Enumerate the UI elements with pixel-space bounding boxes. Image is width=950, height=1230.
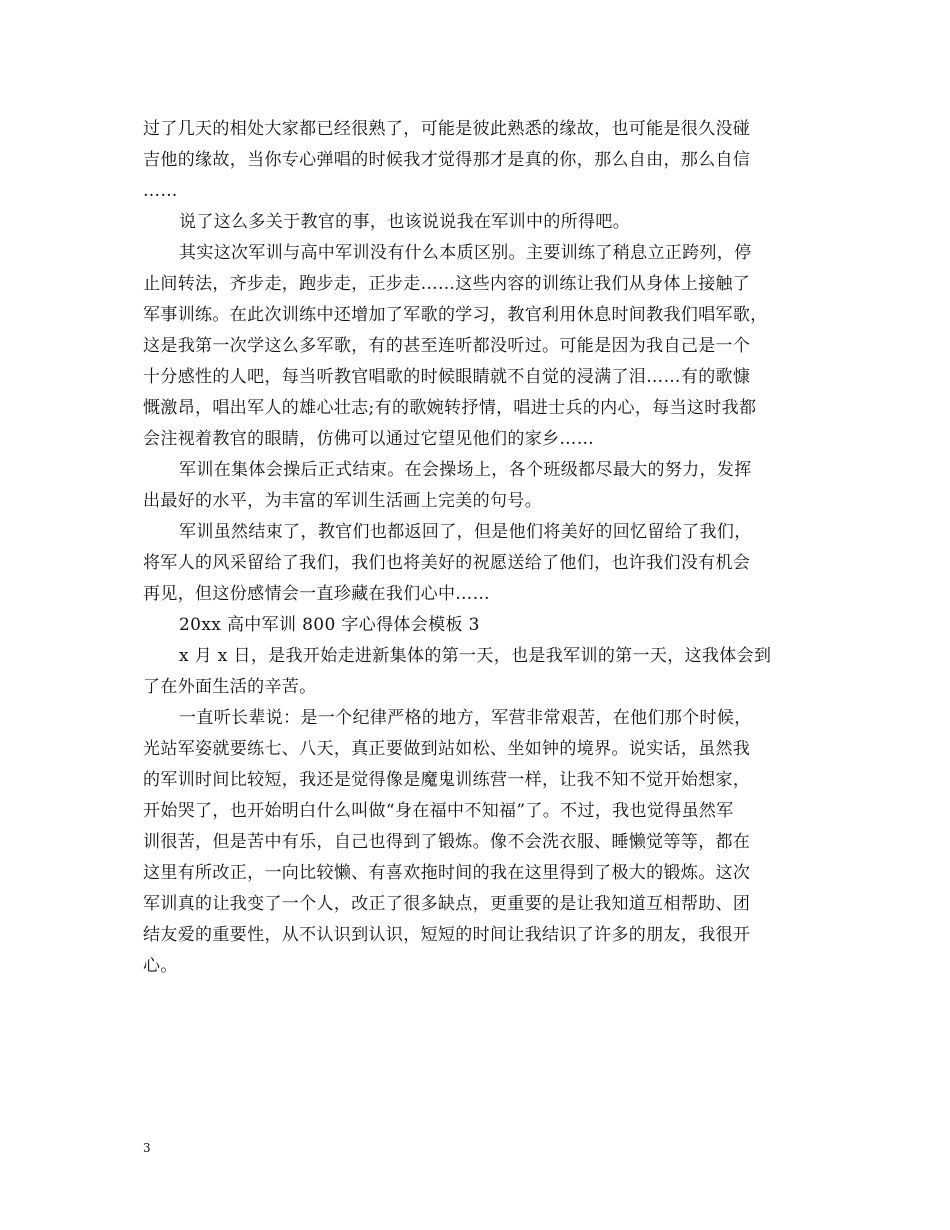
text-line: 光站军姿就要练七、八天，真正要做到站如松、坐如钟的境界。说实话，虽然我 (143, 739, 751, 759)
text-line: 止间转法，齐步走，跑步走，正步走……这些内容的训练让我们从身体上接触了 (143, 274, 751, 294)
text-line: 出最好的水平，为丰富的军训生活画上完美的句号。 (143, 491, 543, 511)
text-line: 军训虽然结束了，教官们也都返回了，但是他们将美好的回忆留给了我们， (179, 522, 752, 542)
text-line: …… (143, 181, 178, 201)
text-line: 十分感性的人吧，每当听教官唱歌的时候眼睛就不自觉的浸满了泪……有的歌慷 (143, 367, 751, 387)
text-line: 将军人的风采留给了我们，我们也将美好的祝愿送给了他们，也许我们没有机会 (143, 553, 751, 573)
text-line: 过了几天的相处大家都已经很熟了，可能是彼此熟悉的缘故，也可能是很久没碰 (143, 119, 751, 139)
text-line: x 月 x 日，是我开始走进新集体的第一天，也是我军训的第一天，这我体会到 (179, 646, 772, 666)
text-line: 了在外面生活的辛苦。 (143, 677, 317, 697)
section-heading: 20xx 高中军训 800 字心得体会模板 3 (179, 615, 480, 635)
page-number: 3 (143, 1141, 151, 1155)
text-line: 军事训练。在此次训练中还增加了军歌的学习，教官利用休息时间教我们唱军歌， (143, 305, 768, 325)
text-line: 这里有所改正，一向比较懒、有喜欢拖时间的我在这里得到了极大的锻炼。这次 (143, 863, 751, 883)
text-line: 军训在集体会操后正式结束。在会操场上，各个班级都尽最大的努力，发挥 (179, 460, 752, 480)
text-line: 会注视着教官的眼睛，仿佛可以通过它望见他们的家乡…… (143, 429, 595, 449)
text-line: 再见，但这份感情会一直珍藏在我们心中…… (143, 584, 490, 604)
text-line: 说了这么多关于教官的事，也该说说我在军训中的所得吧。 (179, 212, 631, 232)
text-line: 其实这次军训与高中军训没有什么本质区别。主要训练了稍息立正跨列，停 (179, 243, 752, 263)
text-line: 吉他的缘故，当你专心弹唱的时候我才觉得那才是真的你，那么自由，那么自信 (143, 150, 751, 170)
document-body (143, 114, 823, 982)
text-line: 结友爱的重要性，从不认识到认识，短短的时间让我结识了许多的朋友，我很开 (143, 925, 751, 945)
text-line: 一直听长辈说：是一个纪律严格的地方，军营非常艰苦，在他们那个时候， (179, 708, 752, 728)
text-line: 训很苦，但是苦中有乐，自己也得到了锻炼。像不会洗衣服、睡懒觉等等，都在 (143, 832, 751, 852)
text-line: 的军训时间比较短，我还是觉得像是魔鬼训练营一样，让我不知不觉开始想家， (143, 770, 751, 790)
text-line: 这是我第一次学这么多军歌，有的甚至连听都没听过。可能是因为我自己是一个 (143, 336, 751, 356)
text-line: 慨激昂，唱出军人的雄心壮志;有的歌婉转抒情，唱进士兵的内心，每当这时我都 (143, 398, 757, 418)
text-line: 军训真的让我变了一个人，改正了很多缺点，更重要的是让我知道互相帮助、团 (143, 894, 751, 914)
text-line: 心。 (143, 956, 178, 976)
text-line: 开始哭了，也开始明白什么叫做“身在福中不知福”了。不过，我也觉得虽然军 (143, 801, 734, 821)
